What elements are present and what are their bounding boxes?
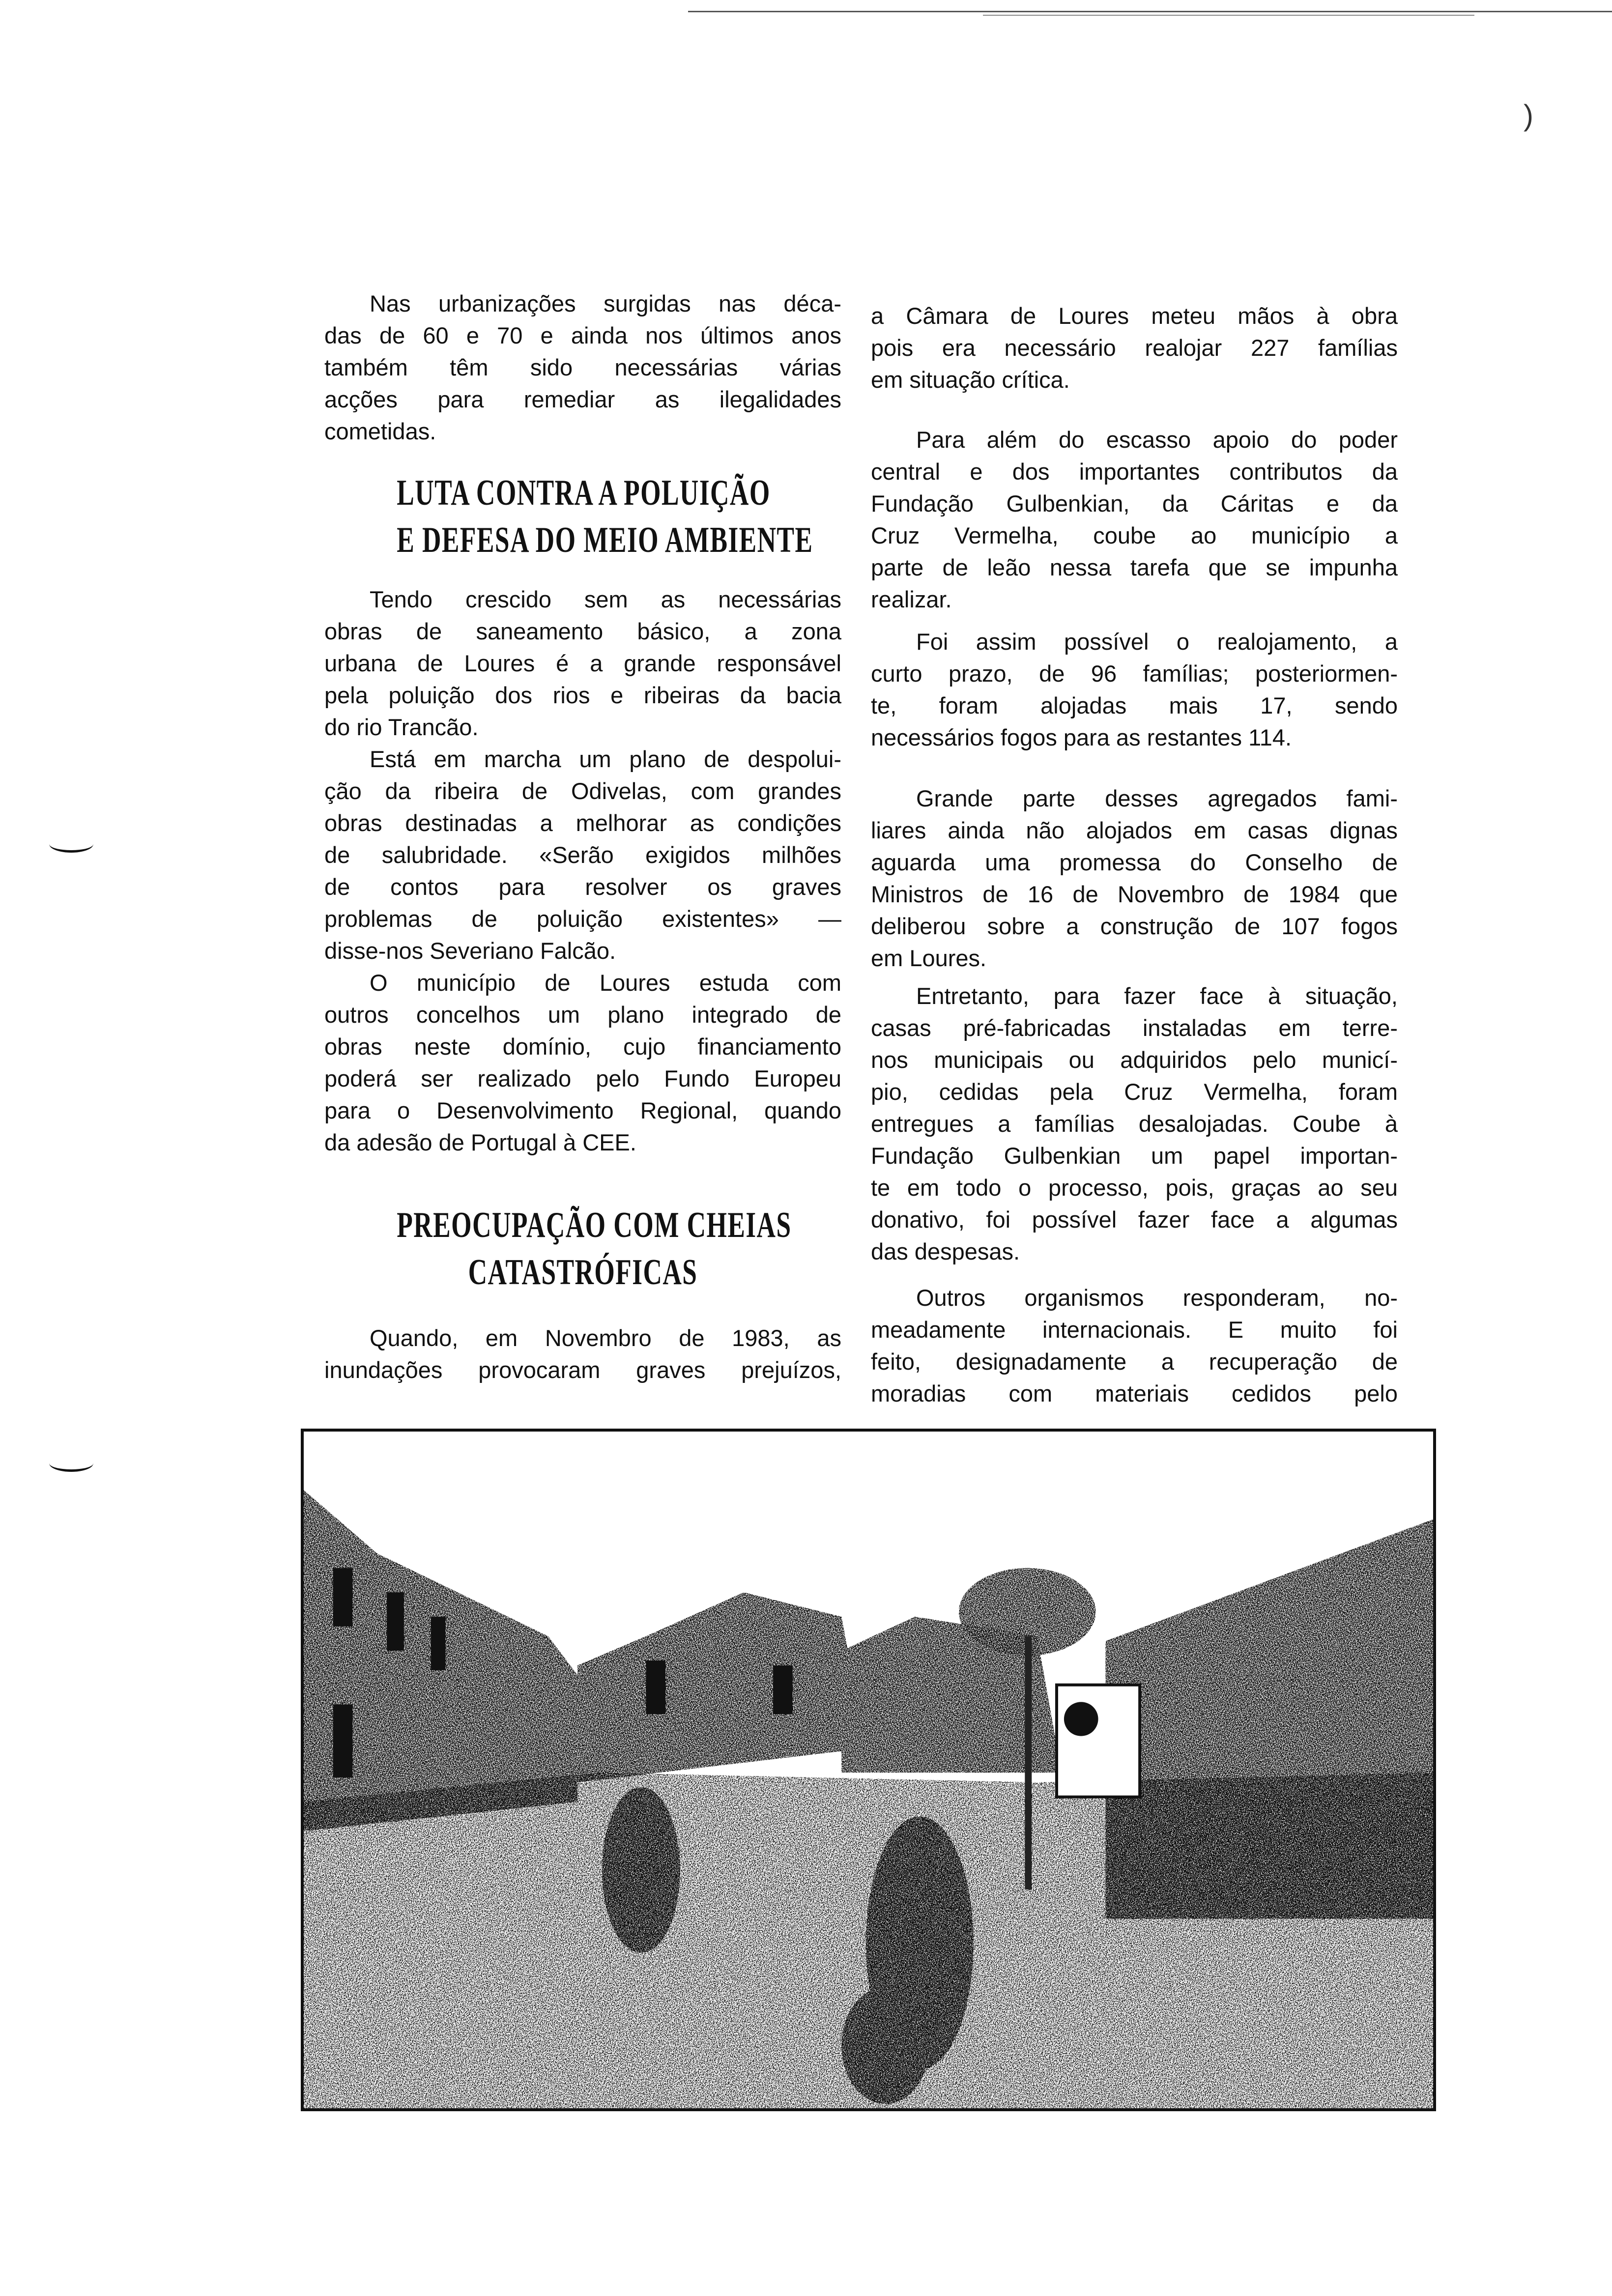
- text-line: do rio Trancão.: [324, 714, 479, 740]
- heading-line: PREOCUPAÇÃO COM CHEIAS: [397, 1205, 792, 1245]
- text-line: em Loures.: [871, 945, 987, 971]
- text-line: também têm sido necessárias várias: [324, 354, 841, 380]
- scan-margin-mark: [49, 835, 93, 853]
- text-line: Está em marcha um plano de despolui-: [370, 746, 841, 772]
- text-line: ção da ribeira de Odivelas, com grandes: [324, 778, 841, 804]
- heading-line: LUTA CONTRA A POLUIÇÃO: [397, 473, 771, 513]
- text-line: Quando, em Novembro de 1983, as: [370, 1325, 841, 1351]
- text-line: pois era necessário realojar 227 famílias: [871, 335, 1398, 361]
- text-line: em situação crítica.: [871, 367, 1070, 393]
- text-line: inundações provocaram graves prejuízos,: [324, 1357, 841, 1383]
- text-line: central e dos importantes contributos da: [871, 459, 1398, 485]
- article-photo: [301, 1429, 1436, 2111]
- text-line: Ministros de 16 de Novembro de 1984 que: [871, 881, 1398, 907]
- text-line: pio, cedidas pela Cruz Vermelha, foram: [871, 1079, 1398, 1105]
- paragraph: [871, 782, 1398, 974]
- paragraph: [871, 300, 1398, 396]
- text-line: deliberou sobre a construção de 107 fogos: [871, 913, 1398, 939]
- paragraph: [324, 967, 841, 1158]
- paragraph: [324, 583, 841, 743]
- text-line: obras neste domínio, cujo financiamento: [324, 1033, 841, 1060]
- text-line: a Câmara de Loures meteu mãos à obra: [871, 303, 1398, 329]
- text-line: urbana de Loures é a grande responsável: [324, 650, 841, 676]
- scan-margin-mark: [49, 1455, 93, 1472]
- text-line: casas pré-fabricadas instaladas em terre-: [871, 1015, 1398, 1041]
- text-line: te em todo o processo, pois, graças ao seu: [871, 1175, 1398, 1201]
- text-line: donativo, foi possível fazer face a algumas: [871, 1206, 1398, 1233]
- text-line: Cruz Vermelha, coube ao município a: [871, 522, 1398, 548]
- text-line: necessários fogos para as restantes 114.: [871, 724, 1292, 750]
- text-line: parte de leão nessa tarefa que se impunha: [871, 554, 1398, 580]
- text-line: Foi assim possível o realojamento, a: [916, 629, 1398, 655]
- signboard: [1057, 1685, 1140, 1797]
- text-line: acções para remediar as ilegalidades: [324, 386, 841, 412]
- text-line: de contos para resolver os graves: [324, 874, 841, 900]
- text-line: Tendo crescido sem as necessárias: [370, 586, 841, 612]
- text-line: curto prazo, de 96 famílias; posteriormen-: [871, 660, 1398, 687]
- text-line: liares ainda não alojados em casas dignas: [871, 817, 1398, 843]
- text-line: cometidas.: [324, 418, 436, 444]
- text-line: feito, designadamente a recuperação de: [871, 1349, 1398, 1375]
- text-line: da adesão de Portugal à CEE.: [324, 1129, 636, 1155]
- heading-line: CATASTRÓFICAS: [468, 1252, 698, 1292]
- text-line: obras destinadas a melhorar as condições: [324, 810, 841, 836]
- text-line: O município de Loures estuda com: [370, 970, 841, 996]
- text-line: Entretanto, para fazer face à situação,: [916, 983, 1398, 1009]
- text-line: para o Desenvolvimento Regional, quando: [324, 1097, 841, 1123]
- paragraph: [871, 980, 1398, 1267]
- text-line: Para além do escasso apoio do poder: [916, 427, 1398, 453]
- text-line: aguarda uma promessa do Conselho de: [871, 849, 1398, 875]
- heading-line: E DEFESA DO MEIO AMBIENTE: [397, 520, 813, 560]
- paragraph: [324, 1322, 841, 1386]
- text-line: entregues a famílias desalojadas. Coube à: [871, 1111, 1398, 1137]
- text-line: Fundação Gulbenkian um papel importan-: [871, 1143, 1398, 1169]
- text-line: Fundação Gulbenkian, da Cáritas e da: [871, 490, 1398, 517]
- text-line: Grande parte desses agregados fami-: [916, 785, 1398, 811]
- pole: [1025, 1636, 1032, 1890]
- text-line: poderá ser realizado pelo Fundo Europeu: [324, 1065, 841, 1091]
- paragraph: [324, 743, 841, 967]
- text-line: das despesas.: [871, 1238, 1020, 1264]
- text-line: obras de saneamento básico, a zona: [324, 618, 841, 644]
- scan-margin-mark: ): [1524, 99, 1533, 132]
- text-line: pela poluição dos rios e ribeiras da bacia: [324, 682, 841, 708]
- text-line: moradias com materiais cedidos pelo: [871, 1380, 1398, 1406]
- text-line: de salubridade. «Serão exigidos milhões: [324, 842, 841, 868]
- section-heading-floods: [324, 1202, 841, 1296]
- street-scene-image: [304, 1432, 1433, 2108]
- section-heading-pollution: [324, 469, 841, 564]
- text-line: Outros organismos responderam, no-: [916, 1285, 1398, 1311]
- text-line: te, foram alojadas mais 17, sendo: [871, 692, 1398, 718]
- text-line: nos municipais ou adquiridos pelo municí-: [871, 1047, 1398, 1073]
- text-line: disse-nos Severiano Falcão.: [324, 938, 616, 964]
- paragraph: [871, 424, 1398, 615]
- paragraph: [324, 287, 841, 447]
- text-line: meadamente internacionais. E muito foi: [871, 1317, 1398, 1343]
- paragraph: [871, 1282, 1398, 1409]
- text-line: Nas urbanizações surgidas nas déca-: [370, 290, 841, 316]
- text-line: problemas de poluição existentes» —: [324, 906, 841, 932]
- text-line: realizar.: [871, 586, 952, 612]
- paragraph: [871, 626, 1398, 753]
- text-line: das de 60 e 70 e ainda nos últimos anos: [324, 322, 841, 348]
- text-line: outros concelhos um plano integrado de: [324, 1002, 841, 1028]
